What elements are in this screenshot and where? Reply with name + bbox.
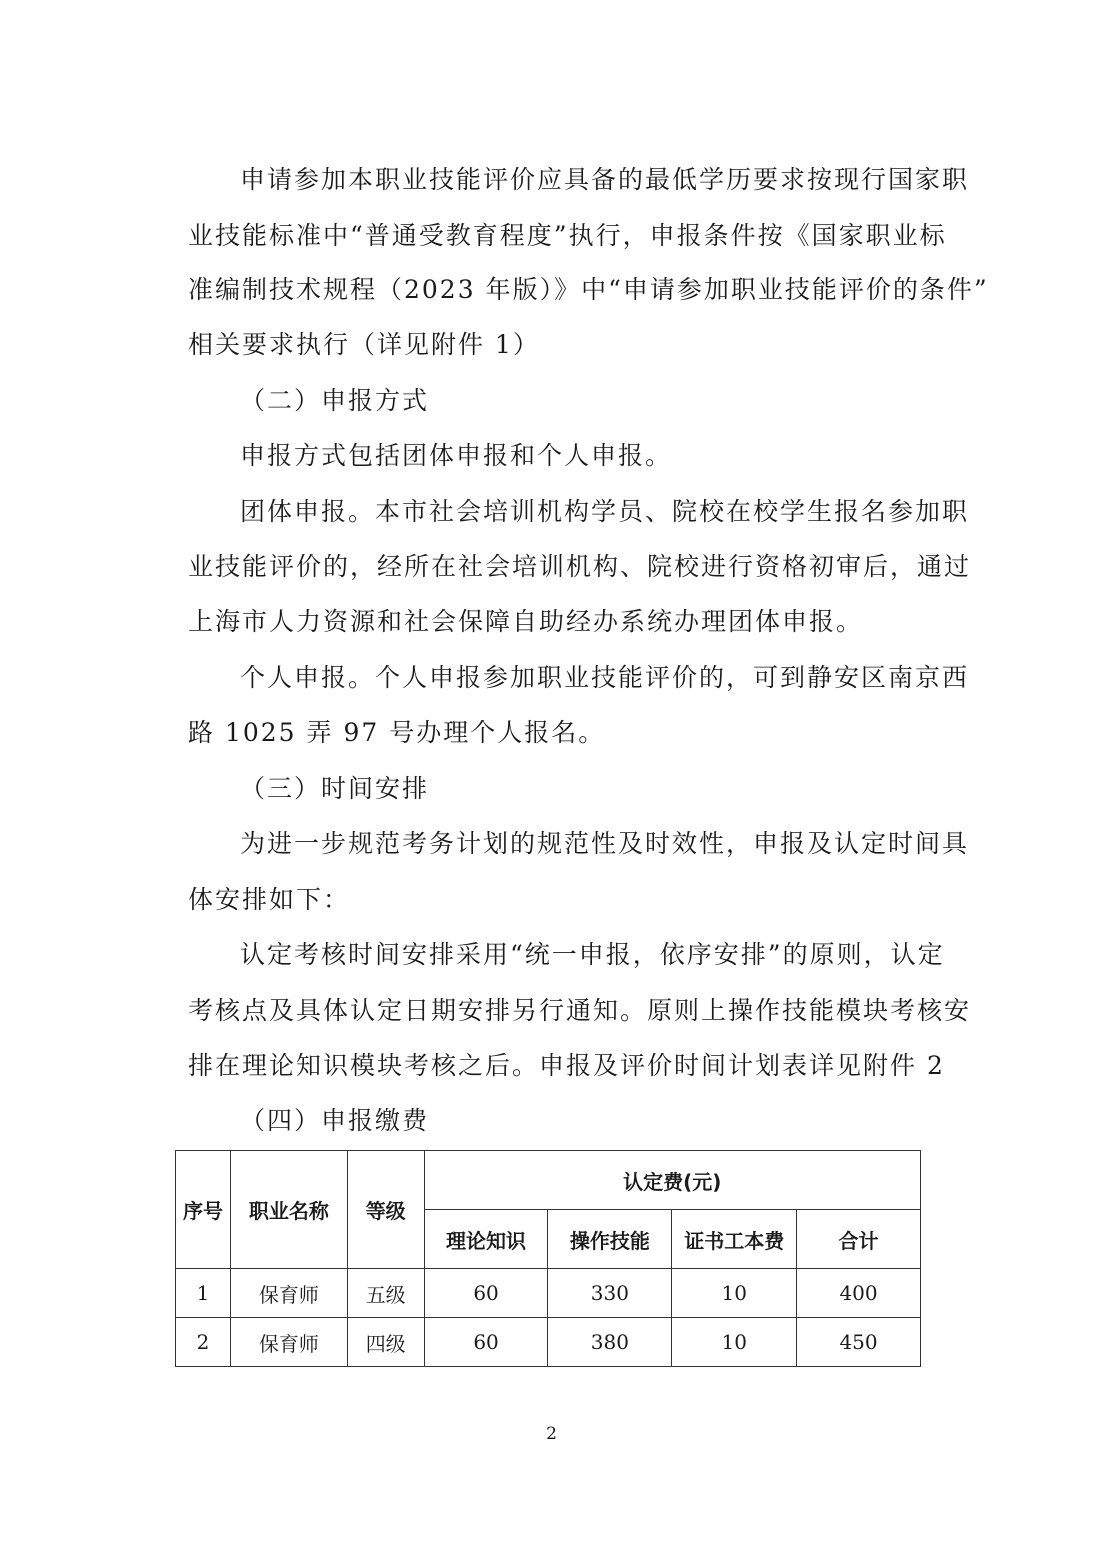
- header-occupation: 职业名称: [230, 1151, 347, 1269]
- page-number: 2: [546, 1424, 557, 1444]
- paragraph-line: 业技能标准中“普通受教育程度”执行，申报条件按《国家职业标: [188, 221, 947, 250]
- cell-theory: 60: [424, 1269, 548, 1318]
- table-header-row: [176, 1151, 921, 1210]
- table-row: [176, 1318, 921, 1367]
- paragraph-line: 考核点及具体认定日期安排另行通知。原则上操作技能模块考核安: [188, 996, 972, 1025]
- section-heading: （三）时间安排: [240, 774, 430, 803]
- header-seq: 序号: [176, 1151, 231, 1269]
- paragraph-line: 申报方式包括团体申报和个人申报。: [240, 441, 673, 470]
- cell-level: 五级: [347, 1269, 424, 1318]
- header-fee-group: 认定费(元): [424, 1151, 920, 1210]
- paragraph-line: 业技能评价的，经所在社会培训机构、院校进行资格初审后，通过: [188, 552, 972, 581]
- paragraph-line: 排在理论知识模块考核之后。申报及评价时间计划表详见附件 2: [188, 1051, 945, 1080]
- paragraph-line: 认定考核时间安排采用“统一申报，依序安排”的原则，认定: [240, 940, 945, 969]
- fee-table: [175, 1150, 921, 1367]
- paragraph-line: 申请参加本职业技能评价应具备的最低学历要求按现行国家职: [240, 165, 970, 194]
- cell-seq: 2: [176, 1318, 231, 1367]
- header-skill: 操作技能: [548, 1210, 672, 1269]
- paragraph-line: 为进一步规范考务计划的规范性及时效性，申报及认定时间具: [240, 829, 970, 858]
- cell-level: 四级: [347, 1318, 424, 1367]
- header-total: 合计: [797, 1210, 921, 1269]
- cell-occupation: 保育师: [230, 1269, 347, 1318]
- cell-total: 450: [797, 1318, 921, 1367]
- paragraph-line: 上海市人力资源和社会保障自助经办系统办理团体申报。: [188, 607, 864, 636]
- paragraph-line: 准编制技术规程（2023 年版）》中“申请参加职业技能评价的条件”: [188, 275, 989, 304]
- paragraph-line: 团体申报。本市社会培训机构学员、院校在校学生报名参加职: [240, 497, 970, 526]
- paragraph-line: 相关要求执行（详见附件 1）: [188, 330, 540, 359]
- cell-skill: 380: [548, 1318, 672, 1367]
- cell-seq: 1: [176, 1269, 231, 1318]
- section-heading: （二）申报方式: [240, 386, 430, 415]
- header-cert: 证书工本费: [672, 1210, 797, 1269]
- cell-occupation: 保育师: [230, 1318, 347, 1367]
- paragraph-line: 体安排如下：: [188, 885, 351, 914]
- paragraph-line: 路 1025 弄 97 号办理个人报名。: [188, 718, 606, 747]
- cell-skill: 330: [548, 1269, 672, 1318]
- cell-cert: 10: [672, 1318, 797, 1367]
- cell-theory: 60: [424, 1318, 548, 1367]
- table-row: [176, 1269, 921, 1318]
- section-heading: （四）申报缴费: [240, 1106, 430, 1135]
- cell-cert: 10: [672, 1269, 797, 1318]
- header-level: 等级: [347, 1151, 424, 1269]
- paragraph-line: 个人申报。个人申报参加职业技能评价的，可到静安区南京西: [240, 663, 970, 692]
- cell-total: 400: [797, 1269, 921, 1318]
- header-theory: 理论知识: [424, 1210, 548, 1269]
